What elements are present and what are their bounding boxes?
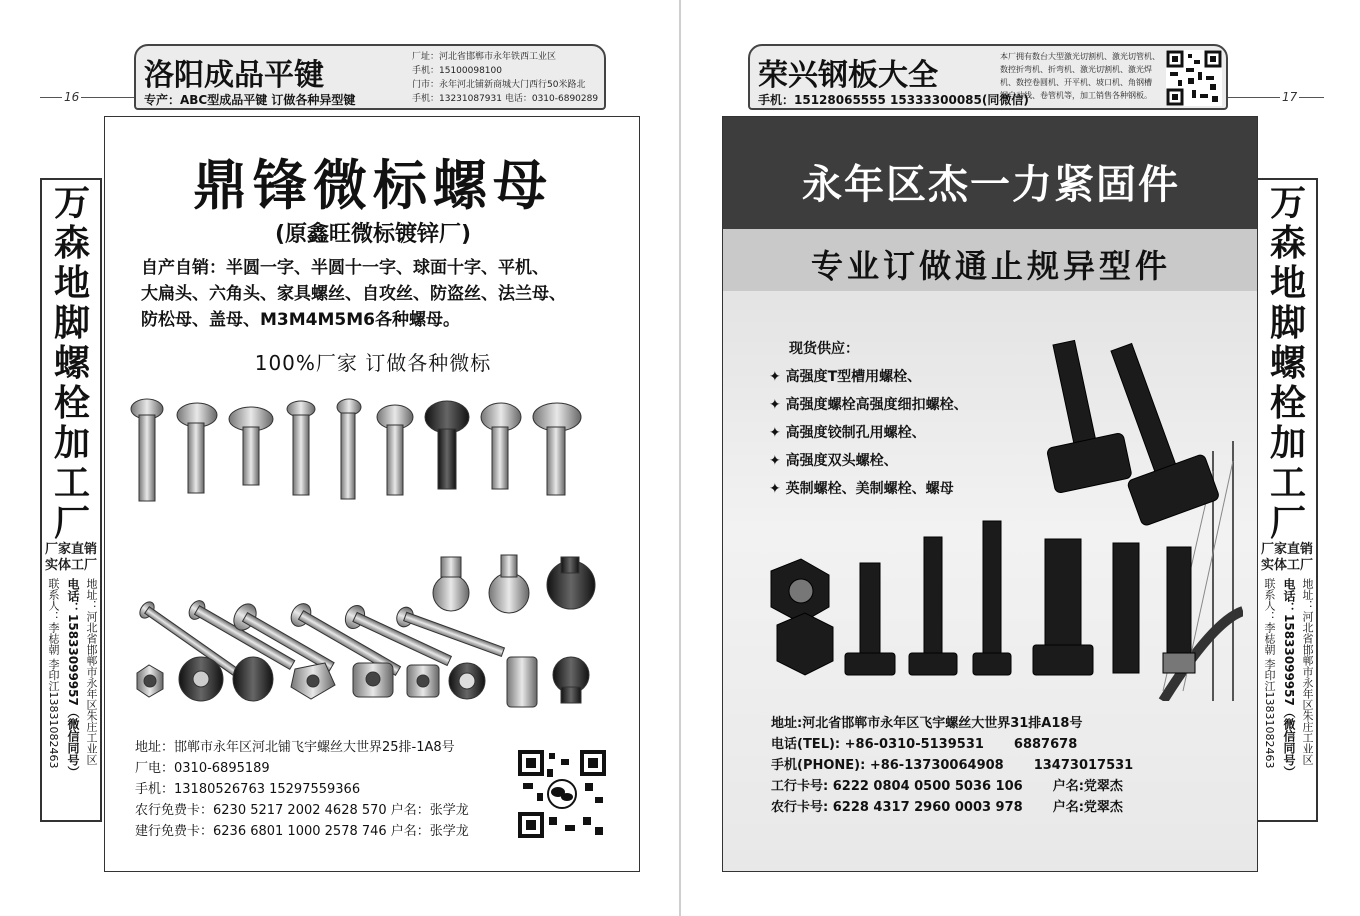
contact-info [135,737,469,842]
info-line: 农行免费卡：6230 5217 2002 4628 570 户名：张学龙 [135,803,469,818]
side-banner-title [1260,184,1316,544]
side-char: 厂 [1269,503,1306,544]
side-char: 地 [53,263,90,304]
side-contact: 联系人：李梽朝 李印江13831082463 [47,578,60,769]
screw-products-photo [125,395,625,715]
star-bullet-icon: ✦ [769,369,786,385]
company-contact [771,713,1133,818]
header-right-line: 数控折弯机、折弯机、激光切割机、激光焊 [1000,65,1152,74]
product-line: 自产自销：半圆一字、半圆十一字、球面十字、平机、 [141,258,549,278]
bolt-group [771,333,1220,675]
side-tags [1261,542,1313,574]
header-left-strip: 专产：ABC型成品平键 订做各种异型键 [144,93,356,107]
supply-item-label: 高强度铰制孔用螺栓、 [785,425,926,441]
brand-subtitle: (原鑫旺微标镀锌厂) [274,222,472,247]
side-char: 加 [1269,423,1306,464]
contact-label: 工行卡号: 6222 0804 0500 5036 106 [771,779,1023,794]
star-bullet-icon: ✦ [769,425,786,441]
side-char: 地 [1269,263,1306,304]
page-divider [679,0,681,916]
contact-line [771,755,1133,776]
side-char: 栓 [1269,383,1306,424]
side-char: 万 [53,183,90,224]
product-list [141,255,621,333]
nut-row [137,657,589,707]
side-char: 脚 [1269,303,1306,344]
qr-code-icon [1166,50,1222,106]
ad-dingfeng [104,116,640,872]
side-char: 加 [53,423,90,464]
header-right-strip: 手机：15128065555 15333300085(同微信) [758,93,1029,107]
bolts-photo [743,331,1243,701]
contact-extra: 13473017531 [1033,758,1134,773]
side-banner-right [1256,178,1318,822]
product-line: 大扁头、六角头、家具螺丝、自攻丝、防盗丝、法兰母、 [141,284,566,304]
info-line: 地址：邯郸市永年区河北铺飞宇螺丝大世界25排-1A8号 [135,740,455,755]
side-char: 螺 [53,343,90,384]
contact-line [771,797,1133,818]
header-left-line: 门市：永年河北铺新商城大门西行50米路北 [412,80,586,90]
side-char: 森 [53,223,90,264]
contact-line [771,734,1133,755]
brand-title: 鼎锋微标螺母 [193,153,553,217]
header-left-line: 厂址：河北省邯郸市永年铁西工业区 [412,52,557,62]
side-banner-left [40,178,102,822]
contact-extra: 户名:党翠杰 [1052,779,1123,794]
side-char: 栓 [53,383,90,424]
supply-list-heading: 现货供应： [789,341,859,357]
slogan: 100%厂家 订做各种微标 [254,351,492,375]
header-left-line: 手机：15100098100 [412,66,502,76]
header-rule-right [1228,97,1324,98]
side-char: 工 [53,463,90,504]
header-ad-left [134,44,606,110]
star-bullet-icon: ✦ [769,397,786,413]
product-line: 防松母、盖母、M3M4M5M6各种螺母。 [141,310,460,330]
supply-item-label: 高强度双头螺栓、 [785,453,898,469]
contact-label: 地址:河北省邯郸市永年区飞宇螺丝大世界31排A18号 [771,716,1083,731]
contact-label: 农行卡号: 6228 4317 2960 0003 978 [771,800,1023,815]
star-bullet-icon: ✦ [769,481,786,497]
contact-extra: 6887678 [1013,737,1078,752]
wechat-qr-code-icon [517,749,607,839]
info-line: 厂电：0310-6895189 [135,761,270,776]
info-line: 手机：13180526763 15297559366 [135,782,361,797]
header-right-title: 荣兴钢板大全 [758,58,938,93]
info-line: 建行免费卡：6236 6801 1000 2578 746 户名：张学龙 [135,824,469,839]
supply-item-label: 英制螺栓、美制螺栓、螺母 [785,481,954,497]
contact-label: 手机(PHONE): +86-13730064908 [771,758,1004,773]
side-tag: 厂家直销 [1261,542,1314,557]
header-left-details [412,50,598,106]
side-char: 厂 [53,503,90,544]
side-tag: 实体工厂 [45,558,98,573]
supply-item-label: 高强度T型槽用螺栓、 [785,369,922,385]
side-banner-title [44,184,100,544]
side-tag: 厂家直销 [45,542,98,557]
star-bullet-icon: ✦ [769,453,786,469]
header-left-line: 手机：13231087931 电话：0310-6890289 [412,94,599,104]
side-char: 森 [1269,223,1306,264]
side-char: 脚 [53,303,90,344]
header-ad-right [748,44,1228,110]
page-number-right: 17 [1282,90,1298,104]
company-title: 永年区杰一力紧固件 [802,162,1180,208]
header-right-line: 钢自动线、卷管机等，加工销售各种钢板。 [1000,91,1152,100]
side-address: 地址：河北省邯郸市永年区朱庄工业区 [85,578,98,765]
supply-item-label: 高强度螺栓高强度细扣螺栓、 [785,397,968,413]
side-tags [45,542,97,574]
side-phone: 电话：15833099957（微信同号） [1282,578,1296,778]
header-left-title: 洛阳成品平键 [144,58,324,93]
header-rule-left [40,97,136,98]
contact-line [771,713,1133,734]
contact-extra: 户名:党翠杰 [1052,800,1123,815]
header-right-line: 机、数控卷圆机、开平机、坡口机、角钢槽 [1000,78,1152,87]
side-char: 工 [1269,463,1306,504]
page-number-left: 16 [64,90,80,104]
side-phone: 电话：15833099957（微信同号） [66,578,80,778]
side-char: 万 [1269,183,1306,224]
header-right-line: 本厂拥有数台大型激光切割机、激光切管机、 [1000,52,1160,61]
side-contact: 联系人：李梽朝 李印江13831082463 [1263,578,1276,769]
ad-jieyili [722,116,1258,872]
contact-label: 电话(TEL): +86-0310-5139531 [771,737,984,752]
side-address: 地址：河北省邯郸市永年区朱庄工业区 [1301,578,1314,765]
company-subtitle: 专业订做通止规异型件 [810,247,1171,285]
side-char: 螺 [1269,343,1306,384]
side-tag: 实体工厂 [1261,558,1314,573]
contact-line [771,776,1133,797]
screw-row-machine [131,399,581,501]
